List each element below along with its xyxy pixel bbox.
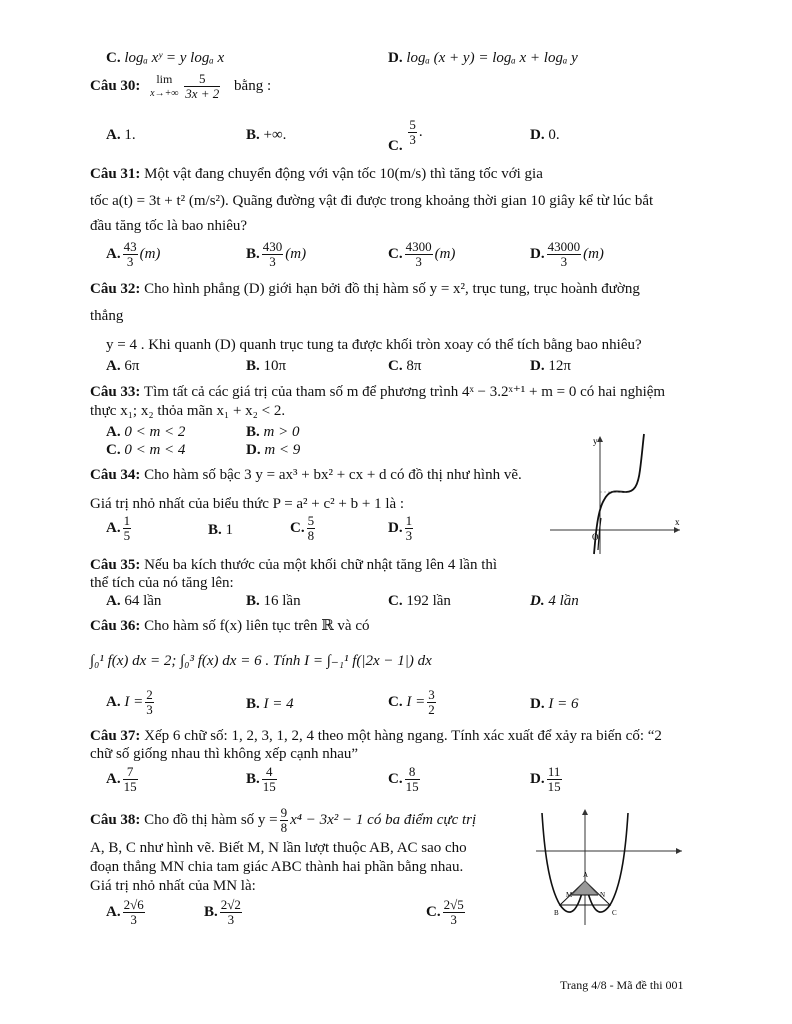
option-d-q30[interactable]: D. 0. xyxy=(530,127,560,143)
axis-y-label: y xyxy=(593,436,598,446)
option-b-q30[interactable]: B. +∞. xyxy=(246,127,287,143)
question-38-line2: A, B, C như hình vẽ. Biết M, N lần lượt thuộc AB, AC sao cho xyxy=(90,840,467,856)
option-d-q34[interactable]: D. $\frac{1}{3}$ xyxy=(388,513,413,543)
option-d-q37[interactable]: D. $\frac{11}{15}$ xyxy=(530,764,561,794)
cubic-graph-figure xyxy=(548,430,688,560)
x-axis-arrow-icon xyxy=(676,848,682,854)
option-b-q33[interactable]: B. m > 0 xyxy=(246,424,300,440)
point-c-label: C xyxy=(612,909,617,917)
question-37-line2: chữ số giống nhau thì không xếp cạnh nhau” xyxy=(90,746,359,762)
option-d-q35[interactable]: D. 4 lần xyxy=(530,593,579,609)
question-31-line2: tốc a(t) = 3t + t² (m/s²). Quãng đường vật đi được trong khoảng thời gian 10 giây kể từ lúc bắt xyxy=(90,193,654,209)
option-c-q34[interactable]: C. $\frac{5}{8}$ xyxy=(290,513,315,543)
question-34: Câu 34: Cho hàm số bậc 3 y = ax³ + bx² + cx + d có đồ thị như hình vẽ. xyxy=(90,467,522,483)
question-36-line2: ∫₀¹ f(x) dx = 2; ∫₀³ f(x) dx = 6 . Tính I = ∫₋₁¹ f(|2x − 1|) dx xyxy=(90,653,432,669)
option-a-q34[interactable]: A. $\frac{1}{5}$ xyxy=(106,513,131,543)
question-31: Câu 31: Một vật đang chuyển động với vận tốc 10(m/s) thì tăng tốc với gia xyxy=(90,166,543,182)
option-c-q38[interactable]: C. $\frac{2√5}{3}$ xyxy=(426,897,464,927)
question-32: Câu 32: Cho hình phẳng (D) giới hạn bởi đồ thị hàm số y = x², trục tung, trục hoành đường xyxy=(90,281,640,297)
option-a-q30[interactable]: A. 1. xyxy=(106,127,136,143)
question-30: Câu 30: lim x→+∞ $\frac{5}{3x + 2}$ bằng : xyxy=(90,71,272,101)
triangle-amn xyxy=(572,881,598,895)
question-38: Câu 38: Cho đồ thị hàm số y = $\frac{9}{8}$ x⁴ − 3x² − 1 có ba điểm cực trị xyxy=(90,805,477,835)
option-b-q32[interactable]: B. 10π xyxy=(246,358,287,374)
option-c-q35[interactable]: C. 192 lần xyxy=(388,593,451,609)
option-b-q38[interactable]: B. $\frac{2√2}{3}$ xyxy=(204,897,241,927)
option-a-q36[interactable]: A. I = $\frac{2}{3}$ xyxy=(106,687,153,717)
option-d-q29[interactable]: D. logₐ (x + y) = logₐ x + logₐ y xyxy=(388,50,578,66)
option-a-q38[interactable]: A. $\frac{2√6}{3}$ xyxy=(106,897,144,927)
question-35-line2: thể tích của nó tăng lên: xyxy=(90,575,234,591)
option-c-q32[interactable]: C. 8π xyxy=(388,358,422,374)
option-d-q32[interactable]: D. 12π xyxy=(530,358,571,374)
question-35: Câu 35: Nếu ba kích thước của một khối chữ nhật tăng lên 4 lần thì xyxy=(90,557,498,573)
page-footer: Trang 4/8 - Mã đề thi 001 xyxy=(560,978,684,992)
option-c-q31[interactable]: C. $\frac{4300}{3}$ (m) xyxy=(388,239,456,269)
cubic-curve xyxy=(594,434,644,554)
option-b-q37[interactable]: B. $\frac{4}{15}$ xyxy=(246,764,276,794)
point-a-label: A xyxy=(583,871,589,879)
origin-label: O xyxy=(592,532,599,542)
option-a-q31[interactable]: A. $\frac{43}{3}$ (m) xyxy=(106,239,161,269)
y-axis-arrow-icon xyxy=(597,436,603,442)
option-c-q29[interactable]: C. logₐ xʸ = y logₐ x xyxy=(106,50,225,66)
question-38-line3: đoạn thẳng MN chia tam giác ABC thành hai phần bằng nhau. xyxy=(90,859,464,875)
axis-x-label: x xyxy=(675,517,680,527)
option-c-q37[interactable]: C. $\frac{8}{15}$ xyxy=(388,764,419,794)
option-d-q33[interactable]: D. m < 9 xyxy=(246,442,301,458)
option-c-q30[interactable]: C. $\frac{5}{3}$ . xyxy=(388,117,423,154)
x-axis-arrow-icon xyxy=(674,527,680,533)
question-38-line4: Giá trị nhỏ nhất của MN là: xyxy=(90,878,256,894)
option-b-q36[interactable]: B. I = 4 xyxy=(246,696,294,712)
question-33-line2: thực x₁; x₂ thỏa mãn x₁ + x₂ < 2. xyxy=(90,403,286,419)
option-d-q36[interactable]: D. I = 6 xyxy=(530,696,579,712)
option-b-q31[interactable]: B. $\frac{430}{3}$ (m) xyxy=(246,239,307,269)
question-33: Câu 33: Tìm tất cả các giá trị của tham số m để phương trình 4ˣ − 3.2ˣ⁺¹ + m = 0 có hai nghiệm xyxy=(90,384,666,400)
y-axis-arrow-icon xyxy=(582,809,588,815)
point-b-label: B xyxy=(554,909,559,917)
point-n-label: N xyxy=(600,891,606,899)
option-a-q33[interactable]: A. 0 < m < 2 xyxy=(106,424,186,440)
option-d-q31[interactable]: D. $\frac{43000}{3}$ (m) xyxy=(530,239,604,269)
quartic-graph-figure xyxy=(530,805,690,935)
option-b-q34[interactable]: B. 1 xyxy=(208,522,234,538)
question-32-line2: thẳng xyxy=(90,308,124,324)
question-label: Câu 30: xyxy=(90,77,141,94)
option-a-q37[interactable]: A. $\frac{7}{15}$ xyxy=(106,764,137,794)
question-37: Câu 37: Xếp 6 chữ số: 1, 2, 3, 1, 2, 4 theo một hàng ngang. Tính xác xuất để xảy ra biến cố: “2 xyxy=(90,728,662,744)
question-36: Câu 36: Cho hàm số f(x) liên tục trên ℝ và có xyxy=(90,618,370,634)
option-a-q32[interactable]: A. 6π xyxy=(106,358,140,374)
option-b-q35[interactable]: B. 16 lần xyxy=(246,593,301,609)
question-31-line3: đầu tăng tốc là bao nhiêu? xyxy=(90,218,248,234)
option-c-q33[interactable]: C. 0 < m < 4 xyxy=(106,442,186,458)
option-a-q35[interactable]: A. 64 lần xyxy=(106,593,162,609)
question-34-line2: Giá trị nhỏ nhất của biểu thức P = a² + c² + b + 1 là : xyxy=(90,496,405,512)
point-m-label: M xyxy=(566,891,573,899)
question-32-line3: y = 4 . Khi quanh (D) quanh trục tung ta được khối tròn xoay có thể tích bằng bao nhiêu? xyxy=(106,337,642,353)
option-c-q36[interactable]: C. I = $\frac{3}{2}$ xyxy=(388,687,435,717)
